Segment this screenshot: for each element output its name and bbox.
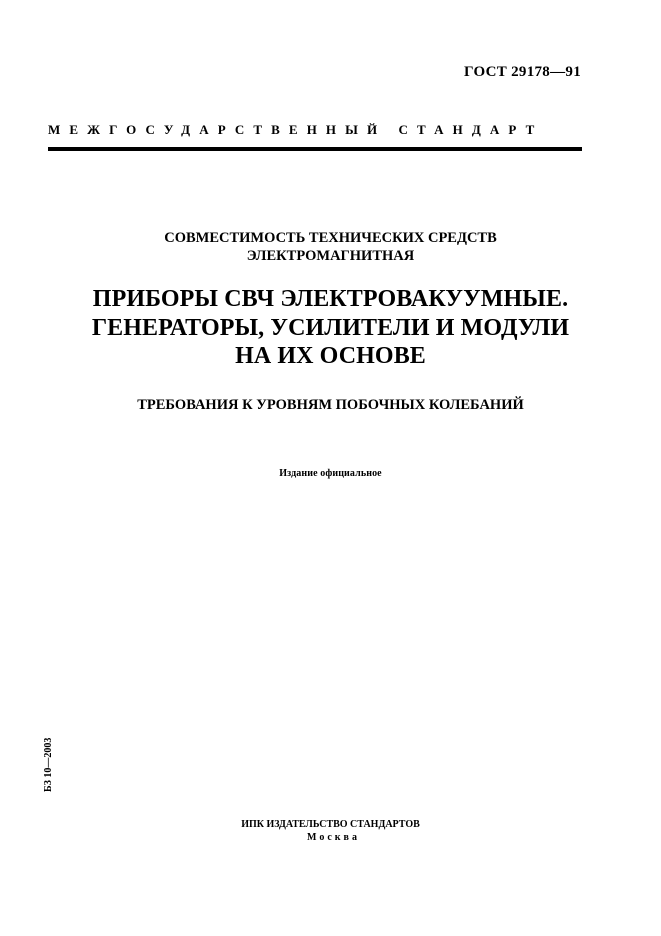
side-code: БЗ 10—2003 bbox=[43, 737, 54, 792]
publisher: ИПК ИЗДАТЕЛЬСТВО СТАНДАРТОВ bbox=[241, 819, 420, 830]
publisher-city: Москва bbox=[307, 832, 360, 843]
main-title-line-3: НА ИХ ОСНОВЕ bbox=[235, 343, 426, 369]
supertitle-line-1: СОВМЕСТИМОСТЬ ТЕХНИЧЕСКИХ СРЕДСТВ bbox=[164, 230, 497, 246]
main-title bbox=[0, 285, 661, 371]
edition-note: Издание официальное bbox=[279, 468, 382, 479]
standard-type: МЕЖГОСУДАРСТВЕННЫЙ СТАНДАРТ bbox=[48, 122, 544, 137]
subtitle: ТРЕБОВАНИЯ К УРОВНЯМ ПОБОЧНЫХ КОЛЕБАНИЙ bbox=[137, 397, 524, 413]
supertitle bbox=[0, 229, 661, 265]
gost-number: ГОСТ 29178—91 bbox=[463, 64, 581, 80]
supertitle-line-2: ЭЛЕКТРОМАГНИТНАЯ bbox=[246, 248, 415, 264]
header-rule bbox=[48, 147, 582, 151]
main-title-line-2: ГЕНЕРАТОРЫ, УСИЛИТЕЛИ И МОДУЛИ bbox=[91, 314, 570, 341]
main-title-line-1: ПРИБОРЫ СВЧ ЭЛЕКТРОВАКУУМНЫЕ. bbox=[92, 286, 569, 312]
